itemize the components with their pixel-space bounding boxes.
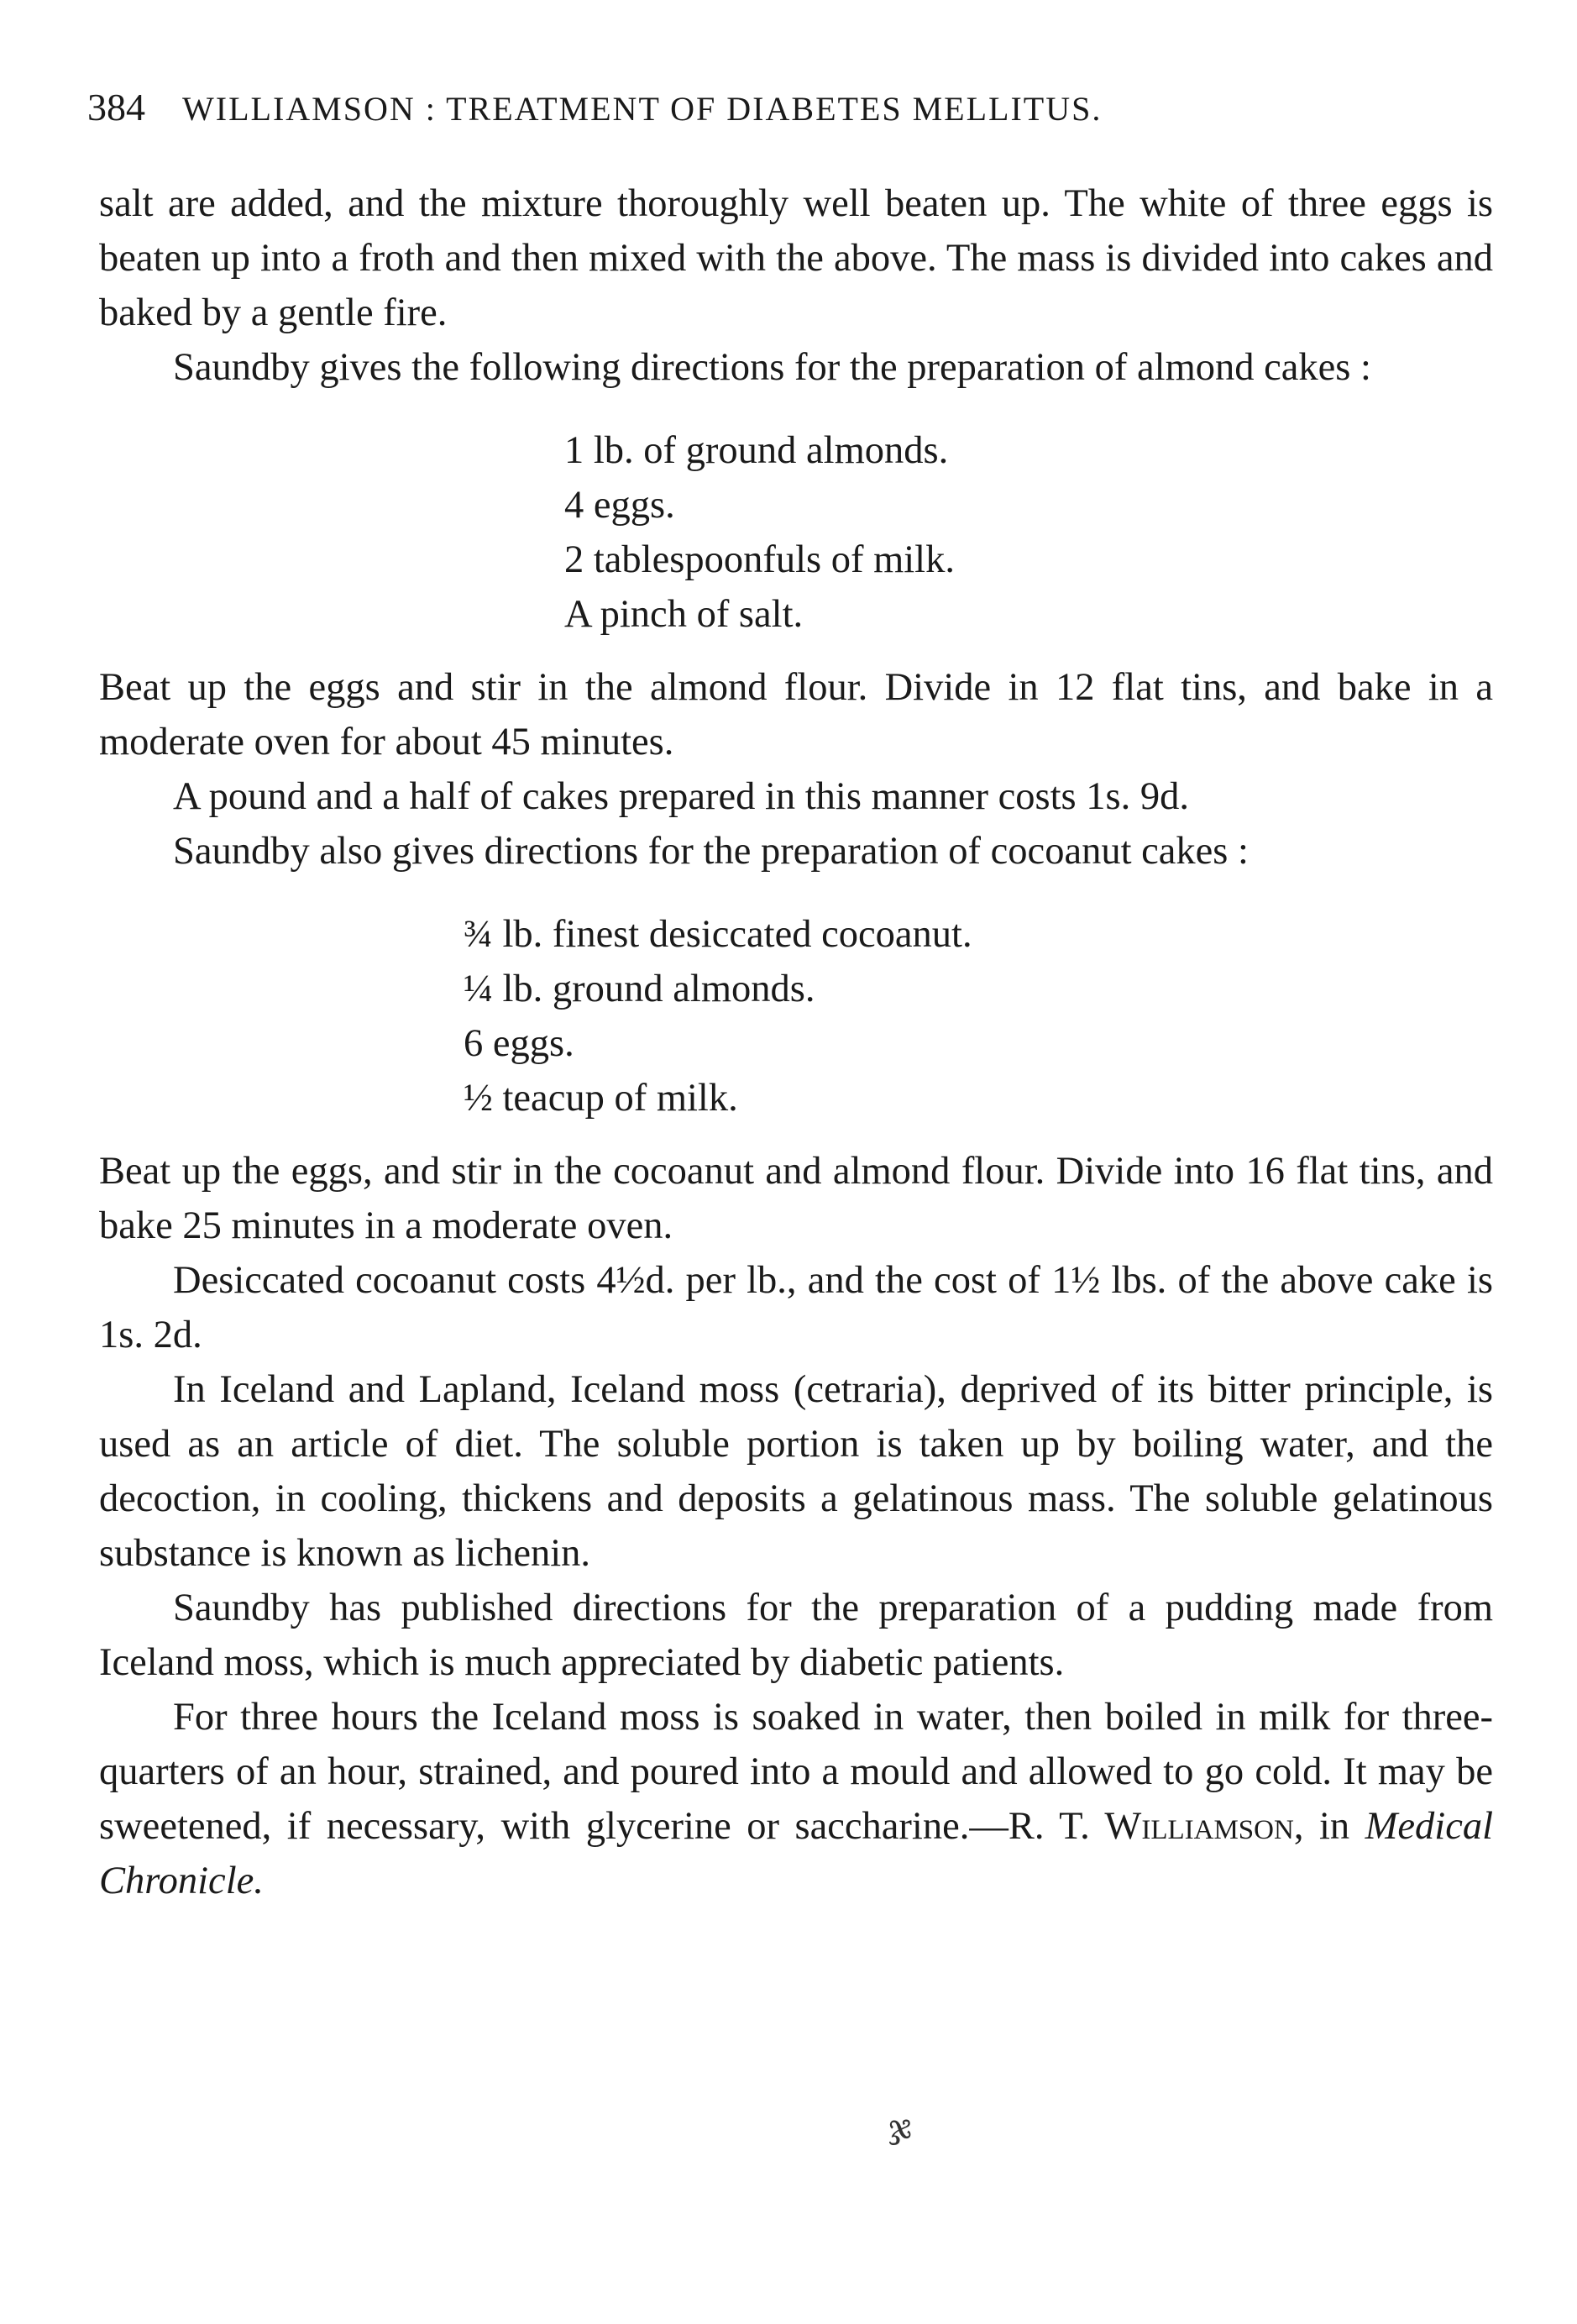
paragraph-10-text: For three hours the Iceland moss is soaked in water, then boiled in milk for three-quarters of an hour, strained, and poured into a mould and allowed to go cold. It may be sweetened, if necessary, with glycerine or saccharine.— (99, 1696, 1493, 1848)
signature-connector: , in (1293, 1805, 1365, 1848)
page-body (99, 176, 1493, 1908)
paragraph-1: salt are added, and the mixture thoroughly well beaten up. The white of three eggs is beaten up into a froth and then mixed with the above. The mass is divided into cakes and baked by a gentle fire. (99, 182, 1493, 334)
ingredient-item: 4 eggs. (564, 484, 675, 527)
almond-cake-recipe (99, 423, 1493, 642)
ingredient-item: ½ teacup of milk. (464, 1077, 738, 1120)
paragraph-7: Desiccated cocoanut costs 4½d. per lb., and the cost of 1½ lbs. of the above cake is 1s. 2d. (99, 1259, 1493, 1356)
paragraph-2: Saundby gives the following directions for the preparation of almond cakes : (173, 346, 1371, 389)
ingredient-item: ¼ lb. ground almonds. (464, 968, 815, 1010)
page-number: 384 (87, 86, 145, 129)
paragraph-5: Saundby also gives directions for the preparation of cocoanut cakes : (173, 830, 1249, 873)
paragraph-3: Beat up the eggs and stir in the almond flour. Divide in 12 flat tins, and bake in a moderate oven for about 45 minutes. (99, 666, 1493, 763)
paragraph-9: Saundby has published directions for the preparation of a pudding made from Iceland moss, which is much appreciated by diabetic patients. (99, 1587, 1493, 1684)
running-title: WILLIAMSON : TREATMENT OF DIABETES MELLITUS. (182, 90, 1103, 128)
cocoanut-cake-recipe (99, 907, 1493, 1125)
ingredient-item: 6 eggs. (464, 1022, 574, 1065)
author-signature: R. T. Williamson (1008, 1805, 1294, 1848)
paragraph-8: In Iceland and Lapland, Iceland moss (cetraria), deprived of its bitter principle, is used as an article of diet. The soluble portion is taken up by boiling water, and the decoction, in cooling, thickens and deposits a gelatinous mass. The soluble gelatinous substance is known as lichenin. (99, 1368, 1493, 1575)
running-header (87, 82, 1515, 134)
paragraph-10 (99, 1690, 1493, 1908)
ingredient-item: ¾ lb. finest desiccated cocoanut. (464, 913, 972, 956)
ingredient-item: A pinch of salt. (564, 593, 804, 636)
stray-print-mark: ჯ (888, 2107, 912, 2145)
paragraph-6: Beat up the eggs, and stir in the cocoanut and almond flour. Divide into 16 flat tins, and bake 25 minutes in a moderate oven. (99, 1150, 1493, 1247)
ingredient-item: 1 lb. of ground almonds. (564, 429, 949, 472)
ingredient-item: 2 tablespoonfuls of milk. (564, 538, 955, 581)
journal-title: Medical Chronicle. (99, 1805, 1494, 1902)
paragraph-4: A pound and a half of cakes prepared in this manner costs 1s. 9d. (173, 775, 1189, 818)
